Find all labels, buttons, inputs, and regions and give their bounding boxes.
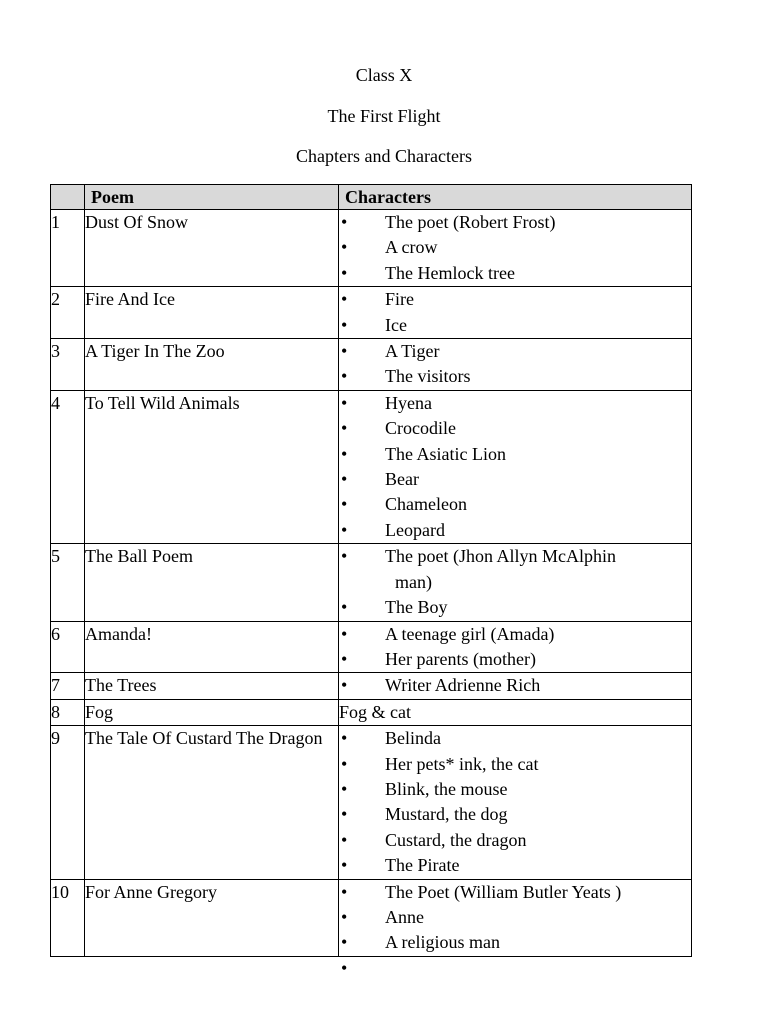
row-number: 10 <box>51 879 85 956</box>
character-item <box>339 905 691 930</box>
character-item <box>339 544 691 595</box>
character-text: Chameleon <box>385 494 467 515</box>
character-text: Her pets* ink, the cat <box>385 753 539 774</box>
row-number: 2 <box>51 287 85 339</box>
bullet-icon: • <box>341 494 348 515</box>
character-item <box>339 339 691 364</box>
character-text: The Hemlock tree <box>385 262 515 283</box>
bullet-icon: • <box>341 237 348 258</box>
poem-title: The Tale Of Custard The Dragon <box>85 726 339 879</box>
character-item <box>339 828 691 853</box>
character-text: Writer Adrienne Rich <box>385 675 541 696</box>
characters-cell <box>339 726 692 879</box>
character-text: man) <box>395 571 432 592</box>
character-item <box>339 492 691 517</box>
characters-cell <box>339 544 692 621</box>
character-item <box>339 930 691 955</box>
row-number: 5 <box>51 544 85 621</box>
bullet-icon: • <box>341 262 348 283</box>
characters-cell <box>339 699 692 725</box>
character-item <box>339 416 691 441</box>
character-list <box>339 544 691 620</box>
bullet-icon: • <box>341 392 348 413</box>
poem-title: A Tiger In The Zoo <box>85 339 339 391</box>
character-text: Anne <box>385 906 424 927</box>
character-item <box>339 467 691 492</box>
bullet-icon: • <box>341 341 348 362</box>
table-header-row <box>51 185 692 210</box>
character-text: Leopard <box>385 519 445 540</box>
bullet-icon: • <box>341 469 348 490</box>
table-row <box>51 287 692 339</box>
character-text: A teenage girl (Amada) <box>385 623 555 644</box>
character-item <box>339 235 691 260</box>
characters-cell <box>339 210 692 287</box>
character-text: Hyena <box>385 392 432 413</box>
character-list <box>339 210 691 286</box>
row-number: 4 <box>51 390 85 543</box>
character-text: Mustard, the dog <box>385 804 508 825</box>
characters-cell <box>339 287 692 339</box>
character-text: Belinda <box>385 728 441 749</box>
character-item <box>339 391 691 416</box>
table-row <box>51 879 692 956</box>
character-text: The poet (Robert Frost) <box>385 212 556 232</box>
column-header-characters: Characters <box>339 185 692 210</box>
bullet-icon: • <box>341 289 348 310</box>
character-item <box>339 880 691 905</box>
character-text: Blink, the mouse <box>385 778 508 799</box>
character-list <box>339 880 691 978</box>
character-text: The Boy <box>385 597 448 618</box>
character-item <box>339 802 691 827</box>
table-row <box>51 544 692 621</box>
column-header-poem: Poem <box>85 185 339 210</box>
bullet-icon: • <box>341 418 348 439</box>
character-list <box>339 391 691 543</box>
character-text: Bear <box>385 469 419 490</box>
bullet-icon: • <box>341 623 348 644</box>
character-text: Fire <box>385 289 414 310</box>
character-item <box>339 726 691 751</box>
bullet-icon: • <box>341 906 348 927</box>
character-item <box>339 261 691 286</box>
row-number: 3 <box>51 339 85 391</box>
table-row <box>51 339 692 391</box>
character-item <box>339 673 691 698</box>
character-text: The poet (Jhon Allyn McAlphin <box>385 546 616 567</box>
character-item <box>339 364 691 389</box>
bullet-icon: • <box>341 804 348 825</box>
poem-title: Fire And Ice <box>85 287 339 339</box>
column-header-number <box>51 185 85 210</box>
table-row <box>51 210 692 287</box>
bullet-icon: • <box>341 648 348 669</box>
bullet-icon: • <box>341 443 348 464</box>
characters-cell <box>339 390 692 543</box>
character-item <box>339 442 691 467</box>
poems-table <box>50 184 692 978</box>
character-item <box>339 313 691 338</box>
bullet-icon: • <box>341 829 348 850</box>
character-text: Fog & cat <box>339 701 411 722</box>
characters-cell <box>339 879 692 978</box>
class-label: Class X <box>355 65 413 85</box>
poem-title: To Tell Wild Animals <box>85 390 339 543</box>
page-subtitle: Chapters and Characters <box>296 146 472 166</box>
table-body <box>51 210 692 978</box>
poem-title: The Trees <box>85 673 339 699</box>
characters-cell <box>339 339 692 391</box>
character-text: Custard, the dragon <box>385 829 527 850</box>
bullet-icon: • <box>341 778 348 799</box>
character-text: Her parents (mother) <box>385 648 536 669</box>
character-item <box>339 595 691 620</box>
bullet-icon: • <box>341 753 348 774</box>
row-number: 8 <box>51 699 85 725</box>
character-text: Crocodile <box>385 418 456 439</box>
table-row <box>51 621 692 673</box>
characters-cell <box>339 621 692 673</box>
character-item <box>339 518 691 543</box>
character-item <box>339 210 691 235</box>
bullet-icon: • <box>341 728 348 749</box>
row-number: 9 <box>51 726 85 879</box>
character-item <box>339 777 691 802</box>
poem-title: Amanda! <box>85 621 339 673</box>
character-item <box>339 622 691 647</box>
character-item <box>339 853 691 878</box>
bullet-icon: • <box>341 597 348 618</box>
character-list <box>339 622 691 673</box>
poem-title: For Anne Gregory <box>85 879 339 956</box>
character-text: The Pirate <box>385 855 460 876</box>
poem-title: The Ball Poem <box>85 544 339 621</box>
bullet-icon: • <box>341 957 348 978</box>
table-row <box>51 390 692 543</box>
bullet-icon: • <box>341 932 348 953</box>
character-text: A crow <box>385 237 438 258</box>
character-list <box>339 287 691 338</box>
character-text: A religious man <box>385 932 500 953</box>
bullet-icon: • <box>341 546 348 567</box>
bullet-icon: • <box>341 212 348 232</box>
table-row <box>51 726 692 879</box>
bullet-icon: • <box>341 881 348 902</box>
character-text: Ice <box>385 314 407 335</box>
row-number: 1 <box>51 210 85 287</box>
character-list <box>339 673 691 698</box>
bullet-icon: • <box>341 675 348 696</box>
poem-title: Fog <box>85 699 339 725</box>
book-title: The First Flight <box>327 106 441 126</box>
character-text: The visitors <box>385 366 471 387</box>
bullet-icon: • <box>341 519 348 540</box>
table-row <box>51 673 692 699</box>
row-number: 7 <box>51 673 85 699</box>
character-item <box>339 752 691 777</box>
character-text: A Tiger <box>385 341 440 362</box>
character-list <box>339 726 691 878</box>
poem-title: Dust Of Snow <box>85 210 339 287</box>
row-number: 6 <box>51 621 85 673</box>
table-row <box>51 699 692 725</box>
character-text: The Asiatic Lion <box>385 443 506 464</box>
character-list <box>339 339 691 390</box>
character-item <box>339 287 691 312</box>
bullet-icon: • <box>341 855 348 876</box>
character-text: The Poet (William Butler Yeats ) <box>385 881 622 902</box>
bullet-icon: • <box>341 366 348 387</box>
bullet-icon: • <box>341 314 348 335</box>
character-item <box>339 647 691 672</box>
characters-cell <box>339 673 692 699</box>
